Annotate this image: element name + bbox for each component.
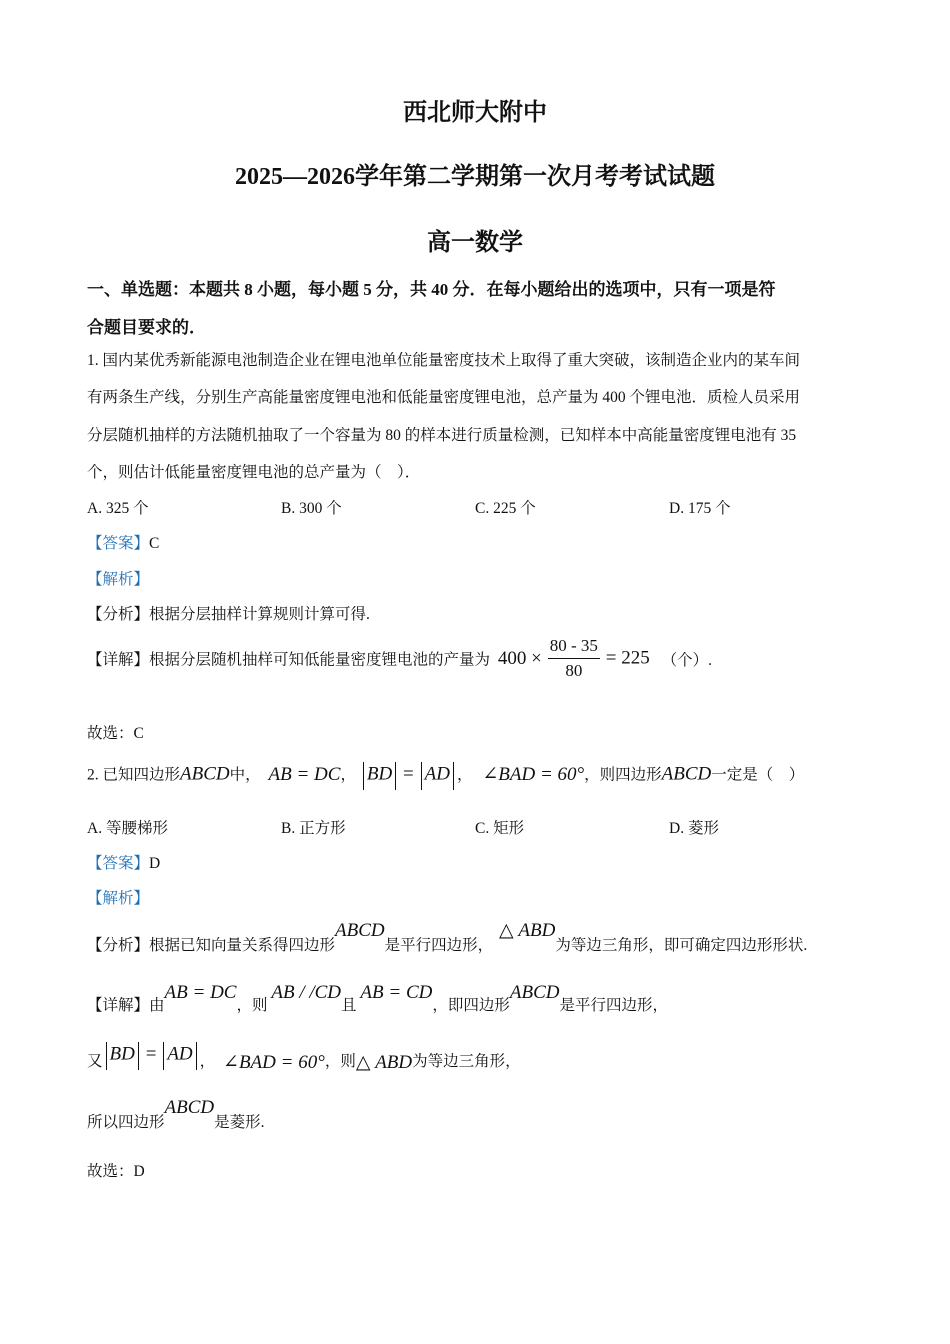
section-heading-line2: 合题目要求的． — [87, 318, 206, 337]
q1-detail-end: （个）. — [661, 651, 713, 669]
q2-stem-line — [87, 762, 804, 790]
q2-fenxi-c: 为等边三角形，即可确定四边形形状. — [555, 937, 808, 954]
q1-option-d: D. 175 个 — [669, 500, 731, 517]
q2-you-line — [87, 1042, 521, 1073]
abs-bar-icon — [163, 1042, 164, 1070]
q1-fraction-numerator: 80 - 35 — [548, 634, 600, 659]
abs-bar-icon — [363, 762, 364, 790]
q2-stem-c: ， — [340, 766, 356, 784]
q2-option-a: A. 等腰梯形 — [87, 820, 168, 837]
q2-answer: D — [149, 855, 161, 872]
q1-analysis-tag: 【解析】 — [87, 571, 150, 588]
q2-so-b: 是菱形. — [214, 1114, 265, 1131]
q2-detail-c: 且 — [341, 997, 357, 1014]
q1-detail-line — [87, 634, 712, 683]
abs-bar-icon — [395, 762, 396, 790]
school-title: 西北师大附中 — [403, 100, 547, 126]
q1-fraction-denominator: 80 — [565, 661, 583, 680]
q1-stem-line2: 有两条生产线，分别生产高能量密度锂电池和低能量密度锂电池，总产量为 400 个锂电池．质检人员采用 — [87, 389, 801, 406]
abs-bar-icon — [453, 762, 454, 790]
q1-stem-line1: 1. 国内某优秀新能源电池制造企业在锂电池单位能量密度技术上取得了重大突破，该制造企业内的某车间 — [87, 352, 801, 369]
q1-fraction — [548, 634, 600, 683]
q2-you-c: ，则 — [324, 1052, 356, 1070]
q2-choose: 故选：D — [87, 1163, 145, 1180]
q1-option-c: C. 225 个 — [475, 500, 536, 517]
q2-option-b: B. 正方形 — [281, 820, 346, 837]
q2-detail-abcd: ABCD — [509, 982, 560, 1003]
abs-bar-icon — [138, 1042, 139, 1070]
q2-detail-par: AB / /CD — [271, 982, 342, 1003]
q2-option-d: D. 菱形 — [669, 820, 719, 837]
q2-detail-eq1: AB = DC — [164, 982, 237, 1003]
q2-detail-b: ，则 — [236, 997, 268, 1014]
q2-stem-eqsign: = — [403, 763, 414, 785]
abs-bar-icon — [196, 1042, 197, 1070]
q2-you-tri: △ ABD — [355, 1051, 413, 1073]
q1-answer: C — [149, 535, 160, 552]
q1-choose: 故选：C — [87, 725, 144, 742]
q2-so-abcd: ABCD — [164, 1097, 215, 1118]
q2-you-bd: BD — [109, 1043, 135, 1065]
q2-you-angle: ∠BAD = 60° — [223, 1051, 325, 1073]
q1-option-b: B. 300 个 — [281, 500, 342, 517]
q2-you-a: 又 — [87, 1052, 103, 1070]
abs-bar-icon — [106, 1042, 107, 1070]
q2-stem-e: ，则四边形 — [584, 766, 662, 784]
q2-stem-abcd2: ABCD — [661, 763, 712, 785]
q2-detail-tag: 【详解】 — [87, 997, 150, 1014]
q2-stem-abcd: ABCD — [180, 763, 230, 785]
q2-detail-d: ，即四边形 — [432, 997, 510, 1014]
q2-detail-a: 由 — [149, 997, 165, 1014]
q2-fenxi-tag: 【分析】 — [87, 937, 150, 954]
abs-bar-icon — [421, 762, 422, 790]
q2-fenxi-b: 是平行四边形， — [384, 937, 494, 954]
q1-option-a: A. 325 个 — [87, 500, 149, 517]
q2-detail-e: 是平行四边形， — [559, 997, 668, 1014]
q2-answer-tag: 【答案】 — [87, 855, 150, 872]
q2-stem-eq1: AB = DC — [268, 763, 341, 785]
q1-stem-line4: 个，则估计低能量密度锂电池的总产量为（ ）． — [87, 464, 421, 481]
q2-detail-line — [87, 981, 668, 1014]
q2-fenxi-line — [87, 919, 808, 954]
q2-fenxi-abcd: ABCD — [335, 920, 385, 941]
q2-stem-f: 一定是（ ） — [711, 766, 805, 784]
q2-so-line — [87, 1096, 265, 1131]
q2-analysis-tag: 【解析】 — [87, 890, 150, 907]
q2-option-c: C. 矩形 — [475, 820, 525, 837]
q2-so-a: 所以四边形 — [87, 1114, 165, 1131]
q2-stem-d: ， — [456, 766, 473, 784]
q1-answer-tag: 【答案】 — [87, 535, 150, 552]
q1-detail-tag: 【详解】 — [87, 651, 150, 669]
q1-stem-line3: 分层随机抽样的方法随机抽取了一个容量为 80 的样本进行质量检测，已知样本中高能量密度锂电池有 35 — [87, 427, 797, 444]
q2-stem-b: 中， — [229, 766, 261, 784]
q2-fenxi-tri: △ ABD — [499, 920, 556, 941]
q2-you-ad: AD — [167, 1043, 193, 1065]
q1-fenxi-tag: 【分析】 — [87, 606, 150, 623]
q2-you-b: ， — [199, 1052, 216, 1070]
q2-stem-a: 2. 已知四边形 — [87, 766, 181, 784]
q2-detail-eq2: AB = CD — [360, 982, 433, 1003]
q2-stem-angle: ∠BAD = 60° — [482, 763, 585, 785]
section-heading-line1: 一、单选题：本题共 8 小题，每小题 5 分，共 40 分．在每小题给出的选项中，只有一项是符 — [87, 280, 776, 299]
q2-fenxi-a: 根据已知向量关系得四边形 — [149, 937, 336, 954]
q1-detail-math-right: = 225 — [605, 647, 650, 669]
q1-detail-text: 根据分层随机抽样可知低能量密度锂电池的产量为 — [149, 651, 491, 669]
q1-fenxi-line — [87, 602, 370, 624]
q2-answer-line — [87, 851, 160, 873]
q1-detail-math-left: 400 × — [497, 647, 542, 669]
q2-stem-ad: AD — [424, 763, 450, 785]
exam-title: 2025—2026学年第二学期第一次月考考试试题 — [235, 164, 715, 190]
q1-fenxi-text: 根据分层抽样计算规则计算可得. — [149, 606, 370, 623]
subject-title: 高一数学 — [427, 230, 523, 256]
q2-stem-bd: BD — [366, 763, 393, 785]
q1-answer-line — [87, 531, 159, 553]
q2-you-eq: = — [145, 1043, 157, 1065]
q2-you-d: 为等边三角形， — [412, 1052, 521, 1070]
